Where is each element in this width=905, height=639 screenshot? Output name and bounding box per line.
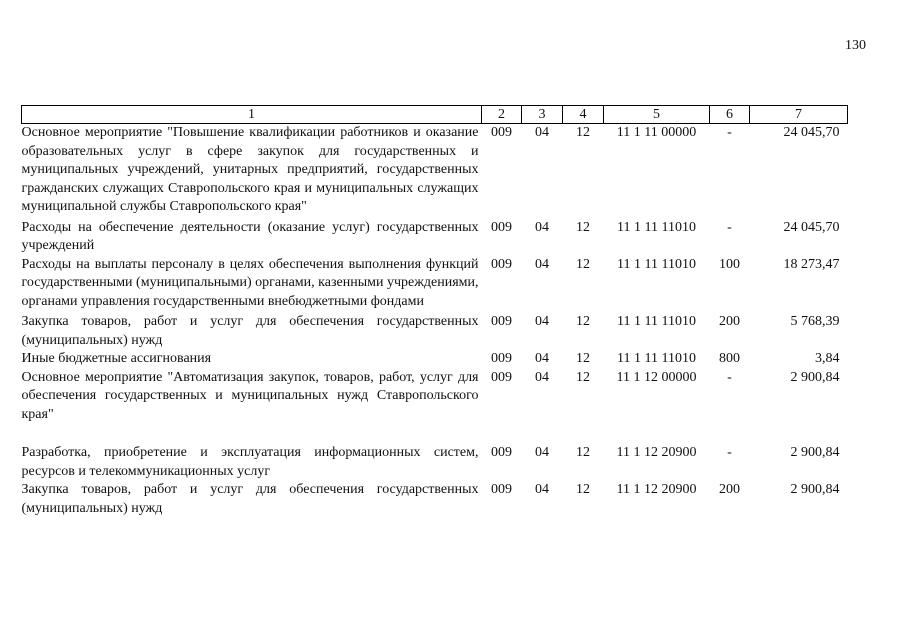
row-name: Расходы на обеспечение деятельности (оказание услуг) государственных учреждений [21, 219, 479, 253]
row-amount: 18 273,47 [783, 256, 840, 272]
table-row [22, 481, 848, 518]
table-row [22, 256, 848, 312]
row-subsection: 12 [576, 256, 590, 272]
row-type: 200 [719, 482, 740, 497]
row-section: 04 [535, 314, 549, 329]
row-subsection: 12 [576, 219, 590, 235]
row-section: 04 [535, 219, 549, 235]
row-section: 04 [535, 369, 549, 385]
row-subsection: 12 [576, 125, 590, 140]
row-amount: 2 900,84 [790, 369, 840, 385]
column-header: 7 [750, 106, 848, 124]
row-amount: 5 768,39 [790, 314, 840, 329]
row-target: 11 1 12 20900 [616, 445, 697, 460]
row-target: 11 1 12 20900 [616, 482, 697, 497]
row-type: 800 [719, 351, 740, 366]
row-target: 11 1 12 00000 [616, 369, 697, 385]
row-ministry: 009 [491, 482, 512, 497]
row-ministry: 009 [491, 351, 512, 366]
row-amount: 24 045,70 [783, 219, 840, 235]
row-ministry: 009 [491, 256, 512, 272]
row-target: 11 1 11 11010 [617, 219, 696, 235]
row-amount: 2 900,84 [790, 482, 840, 497]
table-row [22, 124, 848, 217]
row-ministry: 009 [491, 125, 512, 140]
table-row [22, 350, 848, 369]
row-name: Основное мероприятие "Автоматизация закупок, товаров, работ, услуг для обеспечения государственных и муниципальных нужд Ставропольского края" [21, 369, 479, 422]
column-header: 5 [604, 106, 710, 124]
row-ministry: 009 [491, 369, 512, 385]
budget-table [21, 105, 848, 518]
row-ministry: 009 [491, 314, 512, 329]
row-type: 100 [719, 256, 740, 272]
row-target: 11 1 11 00000 [616, 125, 697, 140]
table-row [22, 217, 848, 256]
row-subsection: 12 [576, 445, 590, 460]
header-row [22, 106, 848, 124]
row-type: - [727, 369, 732, 385]
row-amount: 24 045,70 [783, 125, 840, 140]
row-name: Разработка, приобретение и эксплуатация информационных систем, ресурсов и телекоммуникационных услуг [21, 445, 479, 479]
page-number: 130 [845, 38, 866, 53]
row-amount: 3,84 [815, 351, 840, 366]
row-section: 04 [535, 482, 549, 497]
row-subsection: 12 [576, 482, 590, 497]
row-ministry: 009 [491, 445, 512, 460]
row-target: 11 1 11 11010 [617, 256, 696, 272]
column-header: 6 [710, 106, 750, 124]
row-section: 04 [535, 445, 549, 460]
table-header [22, 106, 848, 124]
row-type: - [727, 219, 732, 235]
row-name: Иные бюджетные ассигнования [21, 351, 212, 366]
row-ministry: 009 [491, 219, 512, 235]
row-name: Закупка товаров, работ и услуг для обеспечения государственных (муниципальных) нужд [21, 314, 479, 348]
row-section: 04 [535, 351, 549, 366]
table-body [22, 124, 848, 519]
column-header: 1 [22, 106, 482, 124]
column-header: 2 [482, 106, 522, 124]
row-target: 11 1 11 11010 [617, 351, 696, 366]
row-name: Расходы на выплаты персоналу в целях обеспечения выполнения функций государственными (муниципальными) органами, казенными учреждениями, органами управления государственными внебюджетными фондами [21, 256, 479, 309]
row-section: 04 [535, 125, 549, 140]
row-section: 04 [535, 256, 549, 272]
row-subsection: 12 [576, 351, 590, 366]
row-type: 200 [719, 314, 740, 329]
row-subsection: 12 [576, 314, 590, 329]
column-header: 4 [563, 106, 604, 124]
row-amount: 2 900,84 [790, 445, 840, 460]
row-type: - [727, 125, 732, 140]
row-target: 11 1 11 11010 [617, 314, 696, 329]
table-row [22, 369, 848, 425]
row-type: - [727, 445, 732, 460]
row-name: Основное мероприятие "Повышение квалификации работников и оказание образовательных услуг в сфере закупок для государственных и муниципальных учреждений, унитарных предприятий, государственных гражданских служащих Ставропольского края и муниципальных служащих муниципальной службы Ставропольского края" [21, 125, 479, 214]
table-row [22, 424, 848, 481]
row-name: Закупка товаров, работ и услуг для обеспечения государственных (муниципальных) нужд [21, 482, 479, 516]
table-row [22, 311, 848, 350]
row-subsection: 12 [576, 369, 590, 385]
column-header: 3 [522, 106, 563, 124]
